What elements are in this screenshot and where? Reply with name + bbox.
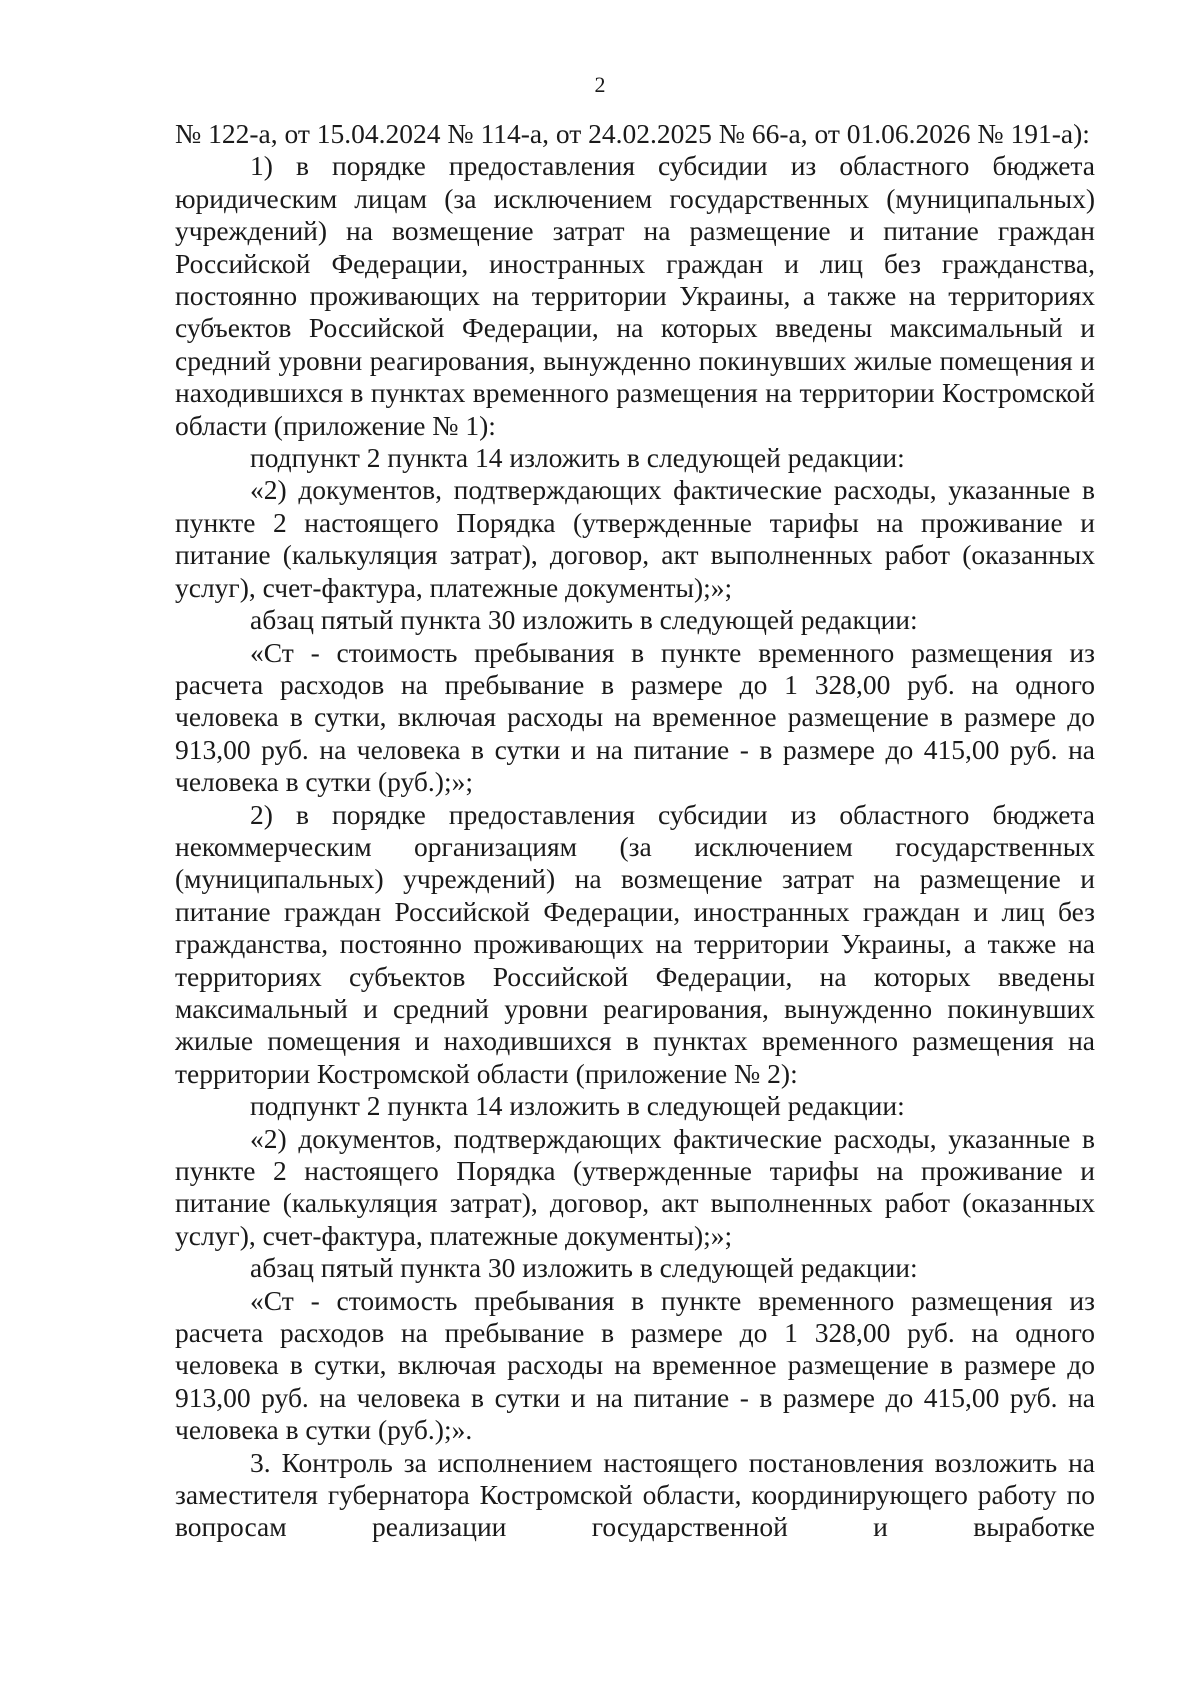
document-body — [175, 118, 1095, 1544]
paragraph-subitem-text-2: «2) документов, подтверждающих фактические расходы, указанные в пункте 2 настоящего Порядка (утвержденные тарифы на проживание и питание (калькуляция затрат), договор, акт выполненных работ (оказанных услуг), счет-фактура, платежные документы);»; — [175, 1122, 1095, 1251]
paragraph-item-3: 3. Контроль за исполнением настоящего постановления возложить на заместителя губернатора Костромской области, координирующего работу по вопросам реализации государственной и выработке — [175, 1446, 1095, 1543]
page-number: 2 — [594, 72, 606, 97]
paragraph-item-1: 1) в порядке предоставления субсидии из областного бюджета юридическим лицам (за исключением государственных (муниципальных) учреждений) на возмещение затрат на размещение и питание граждан Российской Федерации, иностранных граждан и лиц без гражданства, постоянно проживающих на территории Украины, а также на территориях субъектов Российской Федерации, на которых введены максимальный и средний уровни реагирования, вынужденно покинувших жилые помещения и находившихся в пунктах временного размещения на территории Костромской области (приложение № 1): — [175, 150, 1095, 441]
paragraph-subitem-text-1: «2) документов, подтверждающих фактические расходы, указанные в пункте 2 настоящего Порядка (утвержденные тарифы на проживание и питание (калькуляция затрат), договор, акт выполненных работ (оказанных услуг), счет-фактура, платежные документы);»; — [175, 474, 1095, 603]
paragraph-subitem-instruction-1: подпункт 2 пункта 14 изложить в следующей редакции: — [250, 442, 905, 474]
paragraph-abzac-text-1: «Ст - стоимость пребывания в пункте временного размещения из расчета расходов на пребывание в размере до 1 328,00 руб. на одного человека в сутки, включая расходы на временное размещение в размере до 913,00 руб. на человека в сутки и на питание - в размере до 415,00 руб. на человека в сутки (руб.);»; — [175, 636, 1095, 798]
paragraph-abzac-instruction-1: абзац пятый пункта 30 изложить в следующей редакции: — [250, 604, 918, 636]
paragraph-item-2: 2) в порядке предоставления субсидии из областного бюджета некоммерческим организациям (за исключением государственных (муниципальных) учреждений) на возмещение затрат на размещение и питание граждан Российской Федерации, иностранных граждан и лиц без гражданства, постоянно проживающих на территории Украины, а также на территориях субъектов Российской Федерации, на которых введены максимальный и средний уровни реагирования, вынужденно покинувших жилые помещения и находившихся в пунктах временного размещения на территории Костромской области (приложение № 2): — [175, 798, 1095, 1089]
paragraph-abzac-text-2: «Ст - стоимость пребывания в пункте временного размещения из расчета расходов на пребывание в размере до 1 328,00 руб. на одного человека в сутки, включая расходы на временное размещение в размере до 913,00 руб. на человека в сутки и на питание - в размере до 415,00 руб. на человека в сутки (руб.);». — [175, 1284, 1095, 1446]
paragraph-subitem-instruction-2: подпункт 2 пункта 14 изложить в следующей редакции: — [250, 1090, 905, 1122]
paragraph-abzac-instruction-2: абзац пятый пункта 30 изложить в следующей редакции: — [250, 1252, 918, 1284]
paragraph-amendment-references: № 122-а, от 15.04.2024 № 114-а, от 24.02.2025 № 66-а, от 01.06.2026 № 191-а): — [175, 118, 1090, 149]
